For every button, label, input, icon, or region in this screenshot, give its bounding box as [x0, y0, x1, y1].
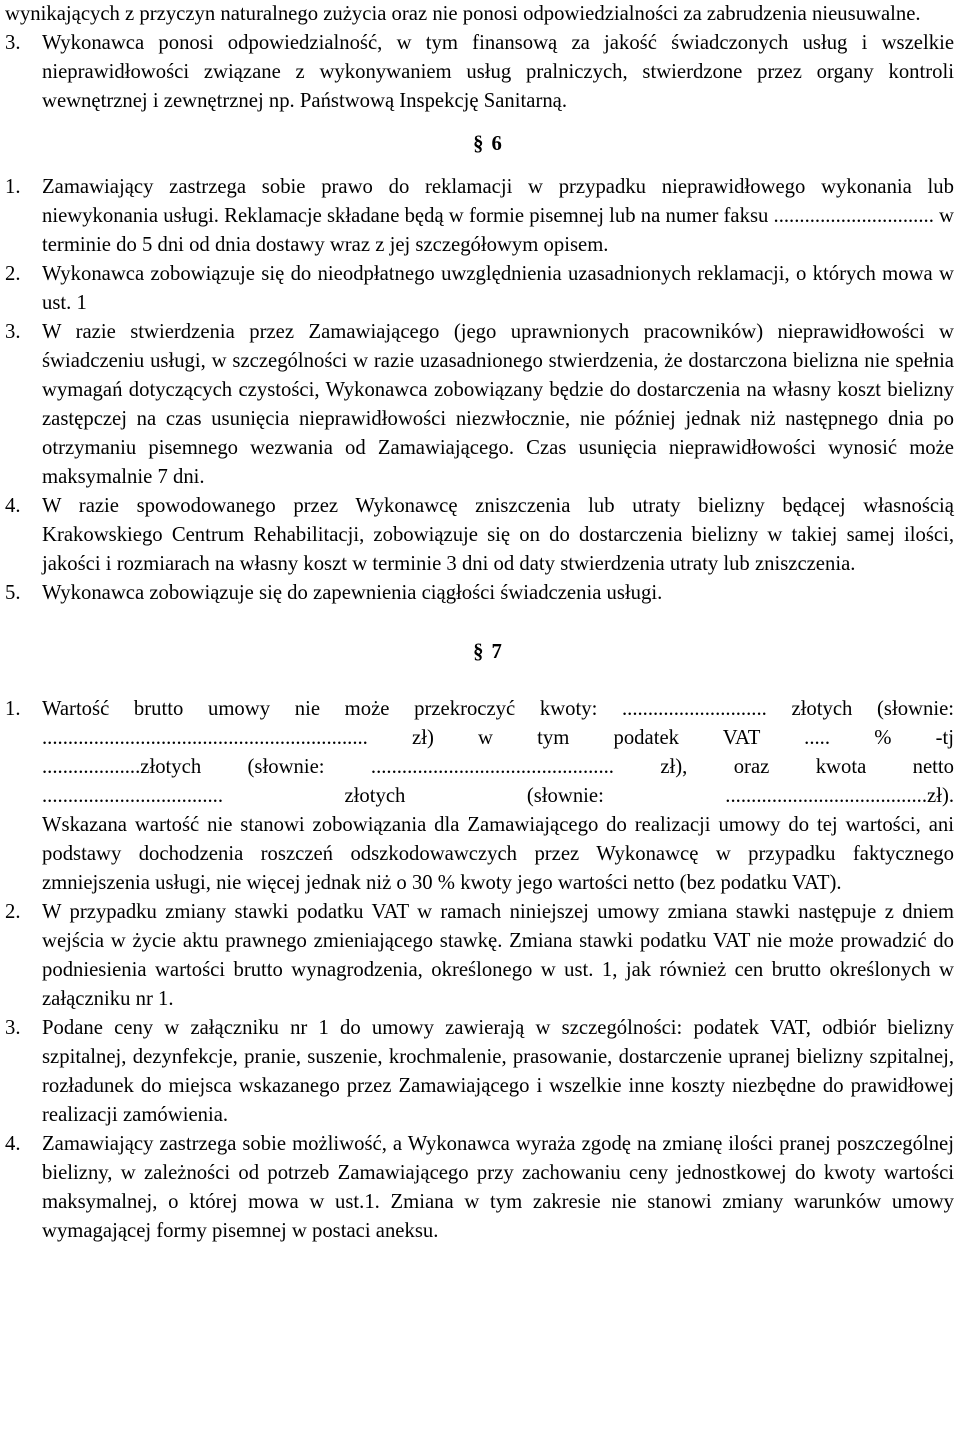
- list-text: Wykonawca zobowiązuje się do zapewnienia ciągłości świadczenia usługi.: [42, 582, 663, 604]
- list-number: 3.: [5, 1017, 21, 1039]
- section-heading-7: [5, 608, 954, 695]
- list-item-7-1: [5, 695, 954, 898]
- list-text: W przypadku zmiany stawki podatku VAT w ramach niniejszej umowy zmiana stawki następuje z dniem wejścia w życie aktu prawnego zmieniającego stawkę. Zmiana stawki podatku VAT nie może prowadzić do podniesienia wartości brutto wynagrodzenia, określonego w ust. 1, jak również cen brutto określonych w załączniku nr 1.: [42, 901, 954, 1010]
- section-symbol: §: [473, 641, 484, 663]
- section-heading-6: [5, 116, 954, 173]
- list-item: [5, 318, 954, 492]
- list-text: Wykonawca zobowiązuje się do nieodpłatnego uwzględnienia uzasadnionych reklamacji, o których mowa w ust. 1: [42, 263, 954, 314]
- list-item: [5, 898, 954, 1014]
- list-number: 3.: [5, 32, 21, 54]
- list-number: 4.: [5, 1133, 21, 1155]
- list-item: [5, 173, 954, 260]
- section-symbol: §: [473, 133, 484, 155]
- value-line-1: Wartość brutto umowy nie może przekroczyć kwoty: ............................ złotych (słownie:: [42, 698, 954, 720]
- section-6-content: [5, 173, 954, 608]
- list-item: [5, 492, 954, 579]
- list-number: 1.: [5, 176, 21, 198]
- list-text: Wykonawca ponosi odpowiedzialność, w tym finansową za jakość świadczonych usług i wszelkie nieprawidłowości związane z wykonywaniem usług pralniczych, stwierdzone przez organy kontroli wewnętrznej i zewnętrznej np. Państwową Inspekcję Sanitarną.: [42, 32, 954, 112]
- section-number: 6: [491, 133, 502, 155]
- value-line-2: ............................................................... zł) w tym podatek VAT ..... % -tj: [42, 727, 954, 749]
- continuation-text: [5, 0, 954, 29]
- value-line-4: ................................... złotych (słownie: .......................................zł).: [42, 785, 954, 807]
- list-number: 5.: [5, 582, 21, 604]
- list-item: [5, 1130, 954, 1246]
- value-line-3: ...................złotych (słownie: ............................................... zł), oraz kwota netto: [42, 756, 954, 778]
- value-description: Wskazana wartość nie stanowi zobowiązania dla Zamawiającego do realizacji umowy do tej wartości, ani podstawy dochodzenia roszczeń odszkodowawczych przez Wykonawcę w przypadku faktycznego zmniejszenia usługi, nie więcej jednak niż o 30 % kwoty jego wartości netto (bez podatku VAT).: [42, 814, 954, 894]
- list-text: Zamawiający zastrzega sobie prawo do reklamacji w przypadku nieprawidłowego wykonania lub niewykonania usługi. Reklamacje składane będą w formie pisemnej lub na numer faksu ............................... w terminie do 5 dni od dnia dostawy wraz z jej szczegółowym opisem.: [42, 176, 954, 256]
- list-number: 3.: [5, 321, 21, 343]
- list-item: [5, 1014, 954, 1130]
- list-number: 1.: [5, 698, 21, 720]
- list-number: 2.: [5, 263, 21, 285]
- continuation-lines: wynikających z przyczyn naturalnego zużycia oraz nie ponosi odpowiedzialności za zabrudzenia nieusuwalne.: [5, 3, 921, 25]
- list-number: 2.: [5, 901, 21, 923]
- list-item: [5, 260, 954, 318]
- list-number: 4.: [5, 495, 21, 517]
- list-text: W razie spowodowanego przez Wykonawcę zniszczenia lub utraty bielizny będącej własnością Krakowskiego Centrum Rehabilitacji, zobowiązuje się on do dostarczenia bielizny w takiej samej ilości, jakości i rozmiarach na własny koszt w terminie 3 dni od daty stwierdzenia utraty lub zniszczenia.: [42, 495, 954, 575]
- list-item: [5, 579, 954, 608]
- section-7-content: [5, 898, 954, 1246]
- list-text: Podane ceny w załączniku nr 1 do umowy zawierają w szczególności: podatek VAT, odbiór bielizny szpitalnej, dezynfekcje, pranie, suszenie, krochmalenie, prasowanie, dostarczenie upranej bielizny szpitalnej, rozładunek do miejsca wskazanego przez Zamawiającego i wszelkie inne koszty niezbędne do prawidłowej realizacji zamówienia.: [42, 1017, 954, 1126]
- list-text: Zamawiający zastrzega sobie możliwość, a Wykonawca wyraża zgodę na zmianę ilości pranej poszczególnej bielizny, w zależności od potrzeb Zamawiającego przy zachowaniu ceny jednostkowej do kwoty wartości maksymalnej, o której mowa w ust.1. Zmiana w tym zakresie nie stanowi zmiany warunków umowy wymagającej formy pisemnej w postaci aneksu.: [42, 1133, 954, 1242]
- section-number: 7: [491, 641, 502, 663]
- list-text: W razie stwierdzenia przez Zamawiającego (jego uprawnionych pracowników) nieprawidłowości w świadczeniu usługi, w szczególności w razie uzasadnionego stwierdzenia, że dostarczona bielizna nie spełnia wymagań dotyczących czystości, Wykonawca zobowiązany będzie do dostarczenia na własny koszt bielizny zastępczej na czas usunięcia nieprawidłowości niezwłocznie, nie później jednak niż następnego dnia po otrzymaniu pisemnego wezwania od Zamawiającego. Czas usunięcia nieprawidłowości wynosić może maksymalnie 7 dni.: [42, 321, 954, 488]
- list-item-3-top: [5, 29, 954, 116]
